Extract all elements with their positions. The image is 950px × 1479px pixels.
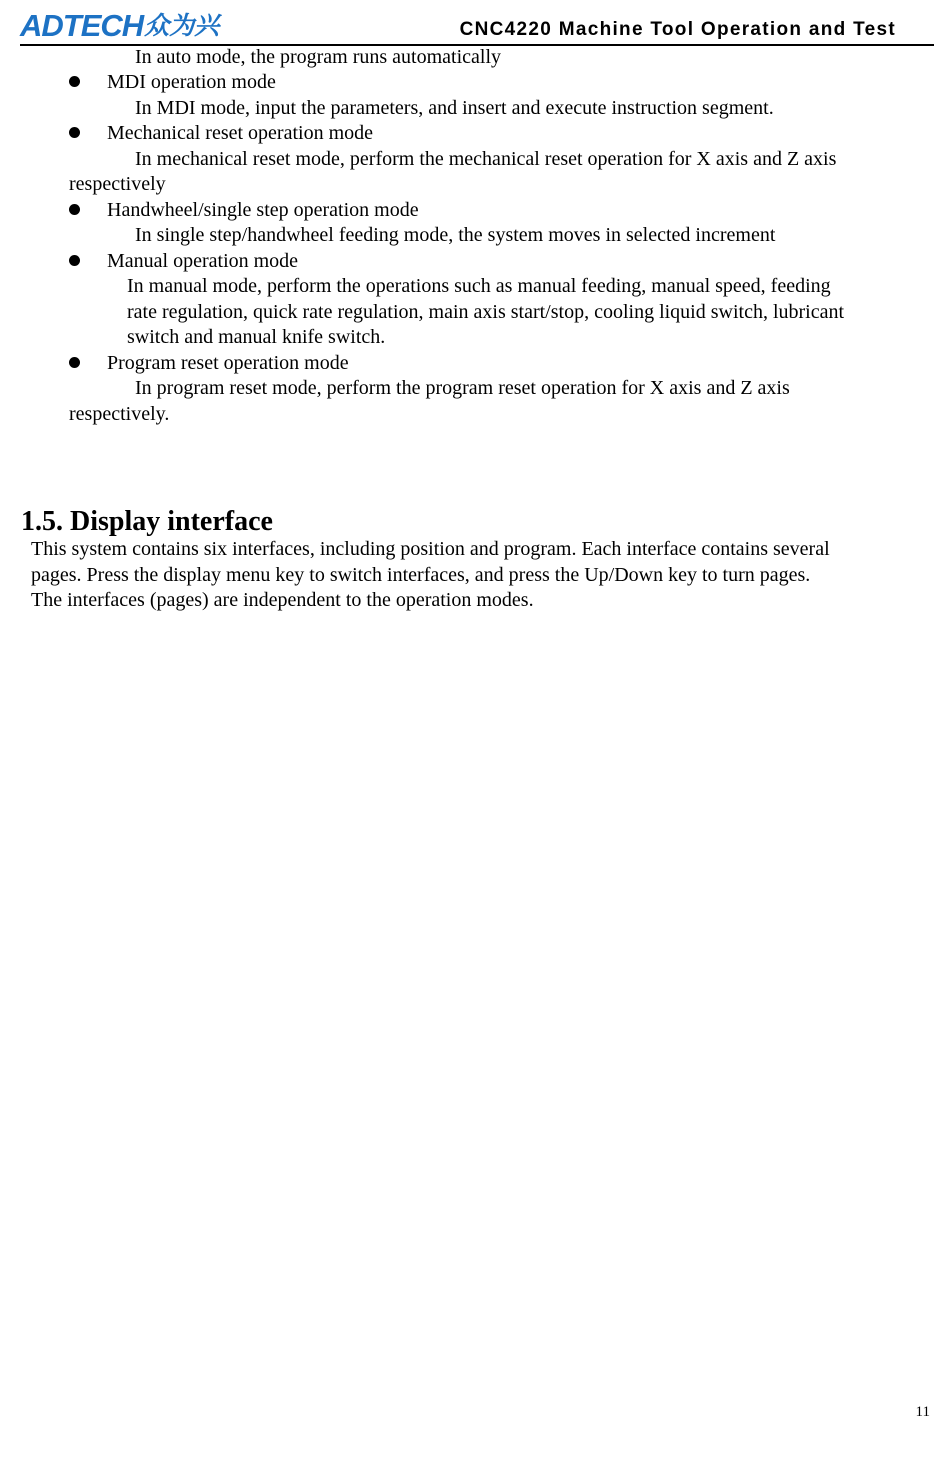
mdi-mode-title: MDI operation mode (107, 71, 276, 93)
section-paragraph-line: This system contains six interfaces, including position and program. Each interface contains several (31, 538, 830, 560)
manual-mode-description-end: switch and manual knife switch. (127, 326, 386, 348)
bullet-icon (69, 76, 80, 87)
document-title: CNC4220 Machine Tool Operation and Test (459, 19, 896, 40)
logo-chinese-text: 众为兴 (144, 11, 220, 40)
handwheel-mode-description: In single step/handwheel feeding mode, the system moves in selected increment (135, 224, 776, 246)
mechanical-reset-description: In mechanical reset mode, perform the mechanical reset operation for X axis and Z axis (135, 148, 837, 170)
program-reset-title: Program reset operation mode (107, 352, 349, 374)
mechanical-reset-title: Mechanical reset operation mode (107, 122, 373, 144)
mechanical-reset-description-cont: respectively (69, 173, 166, 195)
bullet-icon (69, 127, 80, 138)
mdi-mode-description: In MDI mode, input the parameters, and insert and execute instruction segment. (135, 97, 774, 119)
auto-mode-description: In auto mode, the program runs automatically (135, 46, 502, 68)
manual-mode-title: Manual operation mode (107, 250, 299, 272)
section-heading: 1.5. Display interface (21, 506, 273, 537)
handwheel-mode-title: Handwheel/single step operation mode (107, 199, 419, 221)
bullet-icon (69, 357, 80, 368)
manual-mode-description-cont: rate regulation, quick rate regulation, main axis start/stop, cooling liquid switch, lubricant (127, 301, 845, 323)
program-reset-description: In program reset mode, perform the program reset operation for X axis and Z axis (135, 377, 790, 399)
adtech-logo (20, 10, 219, 42)
logo-text: ADTECH (20, 8, 144, 43)
page-number: 11 (915, 1404, 930, 1420)
program-reset-description-cont: respectively. (69, 403, 170, 425)
bullet-icon (69, 204, 80, 215)
manual-mode-description: In manual mode, perform the operations such as manual feeding, manual speed, feeding (127, 275, 831, 297)
section-paragraph-line: pages. Press the display menu key to switch interfaces, and press the Up/Down key to turn pages. (31, 564, 811, 586)
section-paragraph-line: The interfaces (pages) are independent to the operation modes. (31, 589, 534, 611)
page-header (20, 10, 934, 46)
bullet-icon (69, 255, 80, 266)
